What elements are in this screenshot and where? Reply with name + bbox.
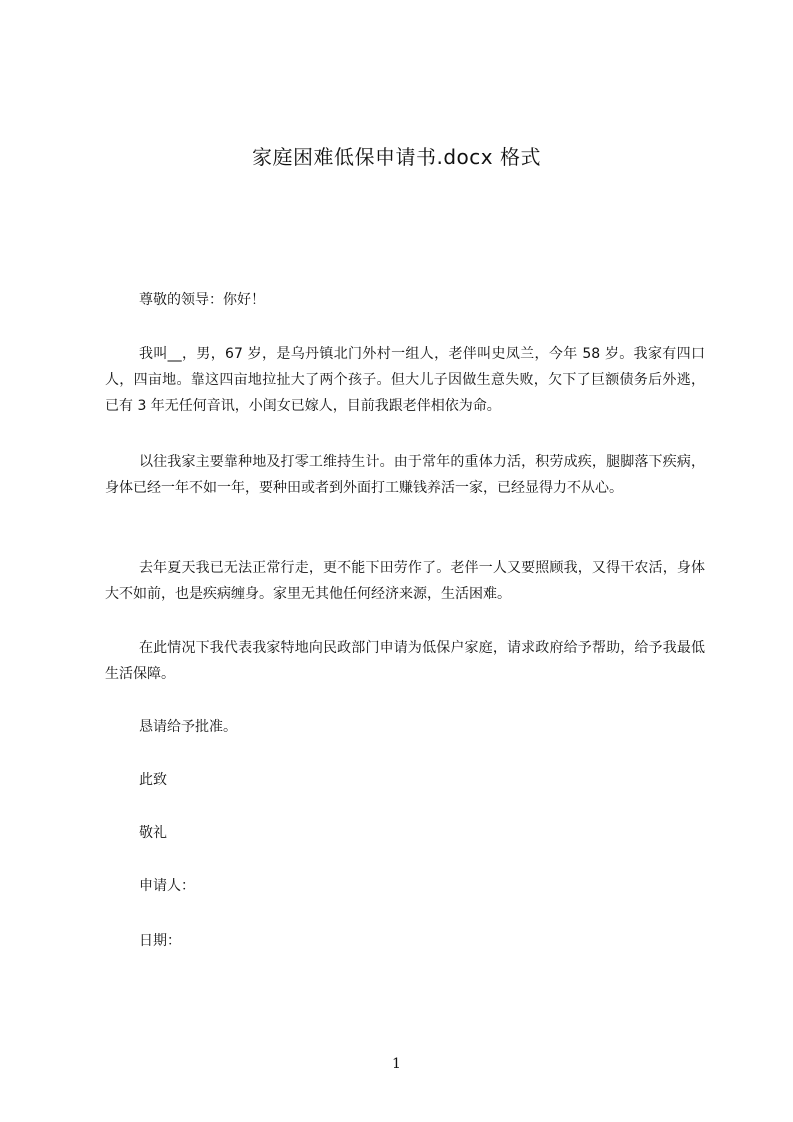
page-number: 1 — [392, 1056, 401, 1072]
document-title: 家庭困难低保申请书.docx 格式 — [252, 145, 541, 169]
closing-salute: 敬礼 — [139, 825, 167, 841]
applicant-label: 申请人： — [139, 878, 195, 894]
paragraph-4: 在此情况下我代表我家特地向民政部门申请为低保户家庭，请求政府给予帮助，给予我最低生活保障。 — [105, 640, 705, 682]
closing-greeting: 此致 — [139, 772, 167, 788]
date-label: 日期： — [139, 933, 181, 949]
approval-request: 恳请给予批准。 — [139, 719, 237, 735]
paragraph-3: 去年夏天我已无法正常行走，更不能下田劳作了。老伴一人又要照顾我，又得干农活，身体大不如前，也是疾病缠身。家里无其他任何经济来源，生活困难。 — [105, 560, 705, 602]
paragraph-2: 以往我家主要靠种地及打零工维持生计。由于常年的重体力活，积劳成疾，腿脚落下疾病，身体已经一年不如一年，要种田或者到外面打工赚钱养活一家，已经显得力不从心。 — [105, 454, 705, 496]
paragraph-1: 我叫__，男，67 岁，是乌丹镇北门外村一组人，老伴叫史凤兰，今年 58 岁。我家有四口人，四亩地。靠这四亩地拉扯大了两个孩子。但大儿子因做生意失败，欠下了巨额债务后外逃，已有 3 年无任何音讯，小闺女已嫁人，目前我跟老伴相依为命。 — [105, 346, 705, 414]
salutation: 尊敬的领导：你好！ — [139, 292, 265, 308]
